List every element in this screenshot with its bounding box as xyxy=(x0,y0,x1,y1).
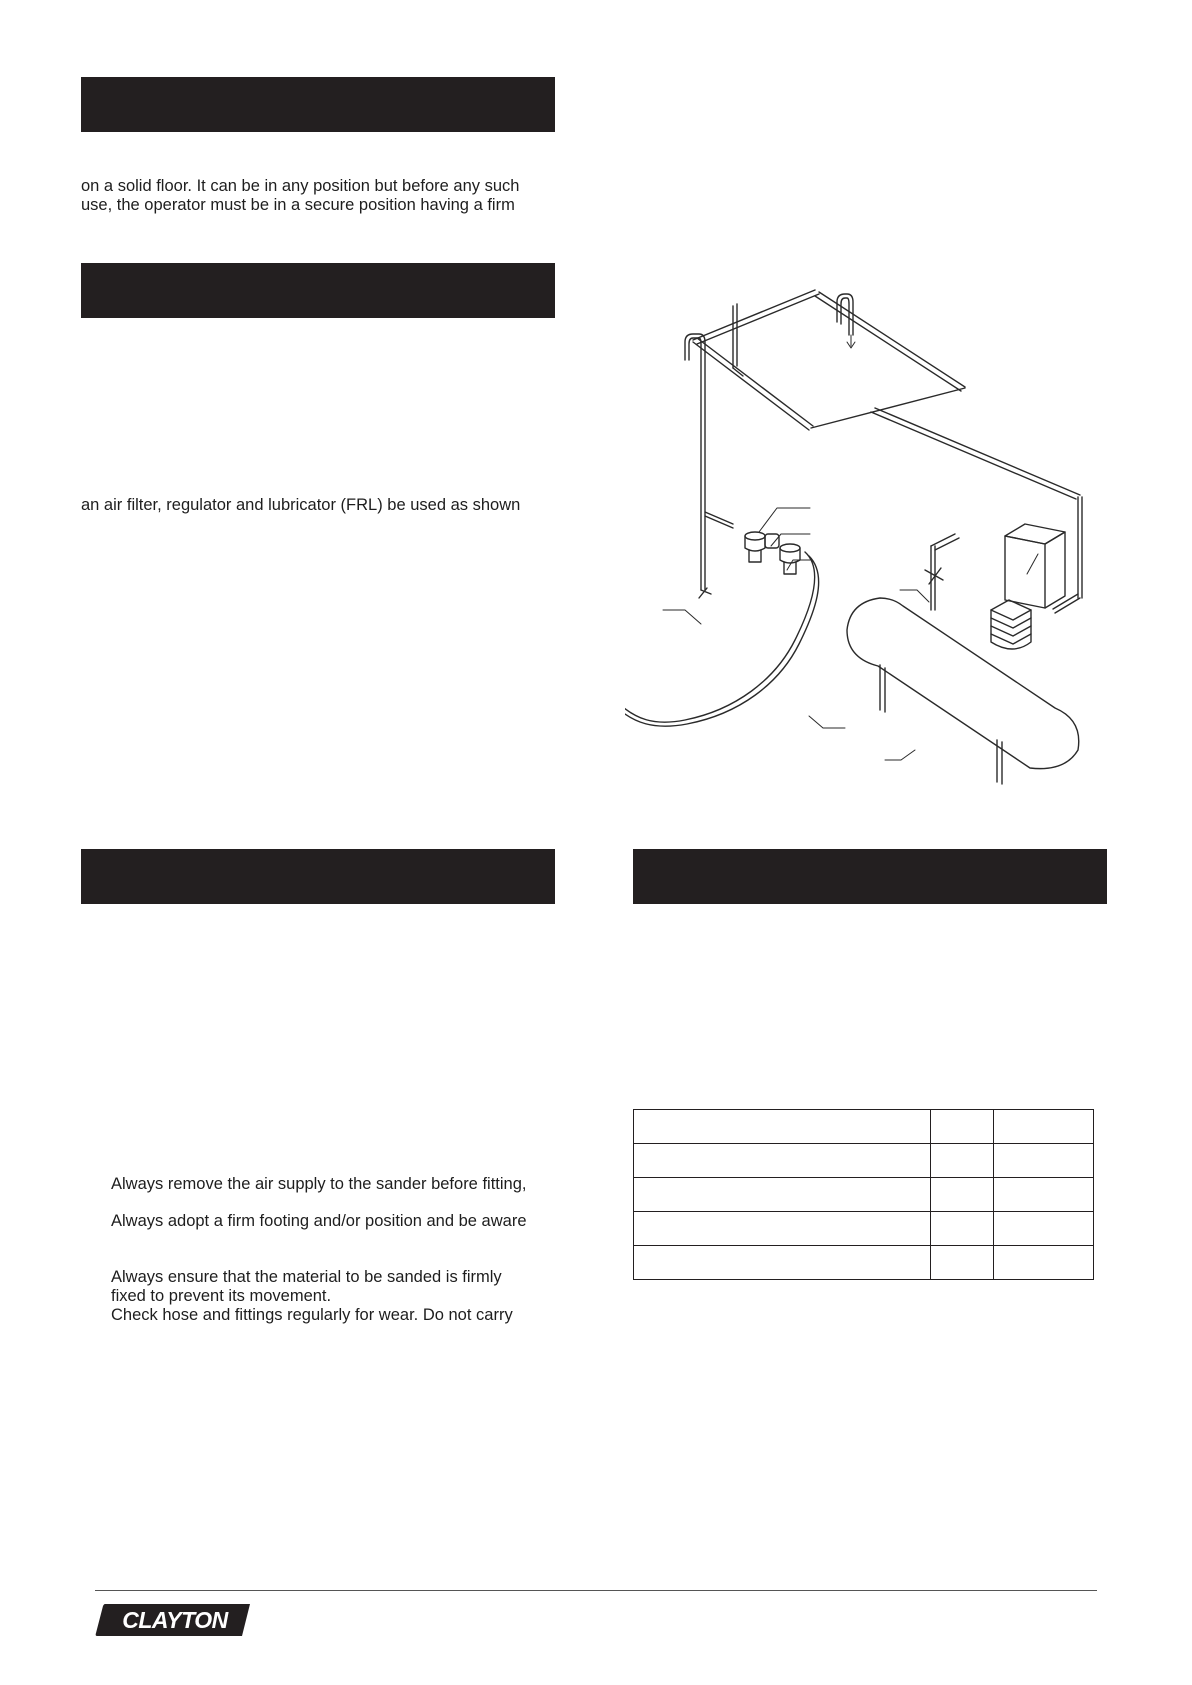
safety-list-item: Check hose and fittings regularly for wear. Do not carry xyxy=(111,1306,513,1324)
air-receiver-tank xyxy=(847,598,1079,784)
leader-line xyxy=(885,750,915,760)
leader-line xyxy=(663,610,701,624)
section-heading-bar-3 xyxy=(81,849,555,904)
drop-leg xyxy=(733,304,737,368)
leader-line xyxy=(900,590,929,602)
receiver-valve xyxy=(925,568,943,584)
gooseneck-drop xyxy=(685,334,705,590)
leader-line xyxy=(759,508,810,532)
table-cell xyxy=(994,1212,1094,1246)
table-cell xyxy=(634,1178,931,1212)
safety-list-item: Always adopt a firm footing and/or position and be aware xyxy=(111,1212,527,1230)
frl-unit xyxy=(745,532,800,574)
table-cell xyxy=(634,1246,931,1280)
pipe-front-right xyxy=(811,388,965,428)
pipe-right-down xyxy=(1078,497,1082,598)
spec-table xyxy=(633,1109,1094,1280)
table-cell xyxy=(994,1110,1094,1144)
safety-list-item: fixed to prevent its movement. xyxy=(111,1287,332,1305)
pipe-to-receiver xyxy=(871,408,1080,499)
table-cell xyxy=(634,1212,931,1246)
table-row xyxy=(634,1110,1094,1144)
table-cell xyxy=(994,1178,1094,1212)
section-heading-bar-1 xyxy=(81,77,555,132)
table-cell xyxy=(994,1144,1094,1178)
table-cell xyxy=(931,1178,994,1212)
frl-branch xyxy=(705,512,733,528)
safety-list-item: Always remove the air supply to the sander before fitting, xyxy=(111,1175,527,1193)
drain-valve xyxy=(699,588,711,598)
table-cell xyxy=(634,1110,931,1144)
paragraph-line: use, the operator must be in a secure position having a firm xyxy=(81,196,515,214)
footer-rule xyxy=(95,1590,1097,1591)
table-cell xyxy=(931,1212,994,1246)
paragraph-line: on a solid floor. It can be in any position but before any such xyxy=(81,177,520,195)
paragraph-line: an air filter, regulator and lubricator (FRL) be used as shown xyxy=(81,496,521,514)
gooseneck-inlet xyxy=(837,294,853,335)
section-heading-bar-2 xyxy=(81,263,555,318)
pipe-left-front xyxy=(693,338,813,430)
table-row xyxy=(634,1246,1094,1280)
table-row xyxy=(634,1144,1094,1178)
table-cell xyxy=(931,1110,994,1144)
safety-list-item: Always ensure that the material to be sanded is firmly xyxy=(111,1268,502,1286)
leader-line xyxy=(1027,554,1038,574)
svg-text:CLAYTON: CLAYTON xyxy=(122,1607,228,1633)
air-hose xyxy=(625,552,819,726)
section-heading-bar-4 xyxy=(633,849,1107,904)
table-cell xyxy=(931,1246,994,1280)
pipe-right-elbow xyxy=(1053,594,1080,613)
table-cell xyxy=(931,1144,994,1178)
pipe-top-left xyxy=(693,290,819,344)
table-cell xyxy=(634,1144,931,1178)
clayton-logo xyxy=(95,1603,252,1637)
compressor-box xyxy=(1005,524,1065,608)
air-system-diagram xyxy=(625,280,1090,790)
table-cell xyxy=(994,1246,1094,1280)
table-row xyxy=(634,1178,1094,1212)
sanding-pad-stack xyxy=(991,600,1031,649)
table-row xyxy=(634,1212,1094,1246)
leader-line xyxy=(809,716,845,728)
